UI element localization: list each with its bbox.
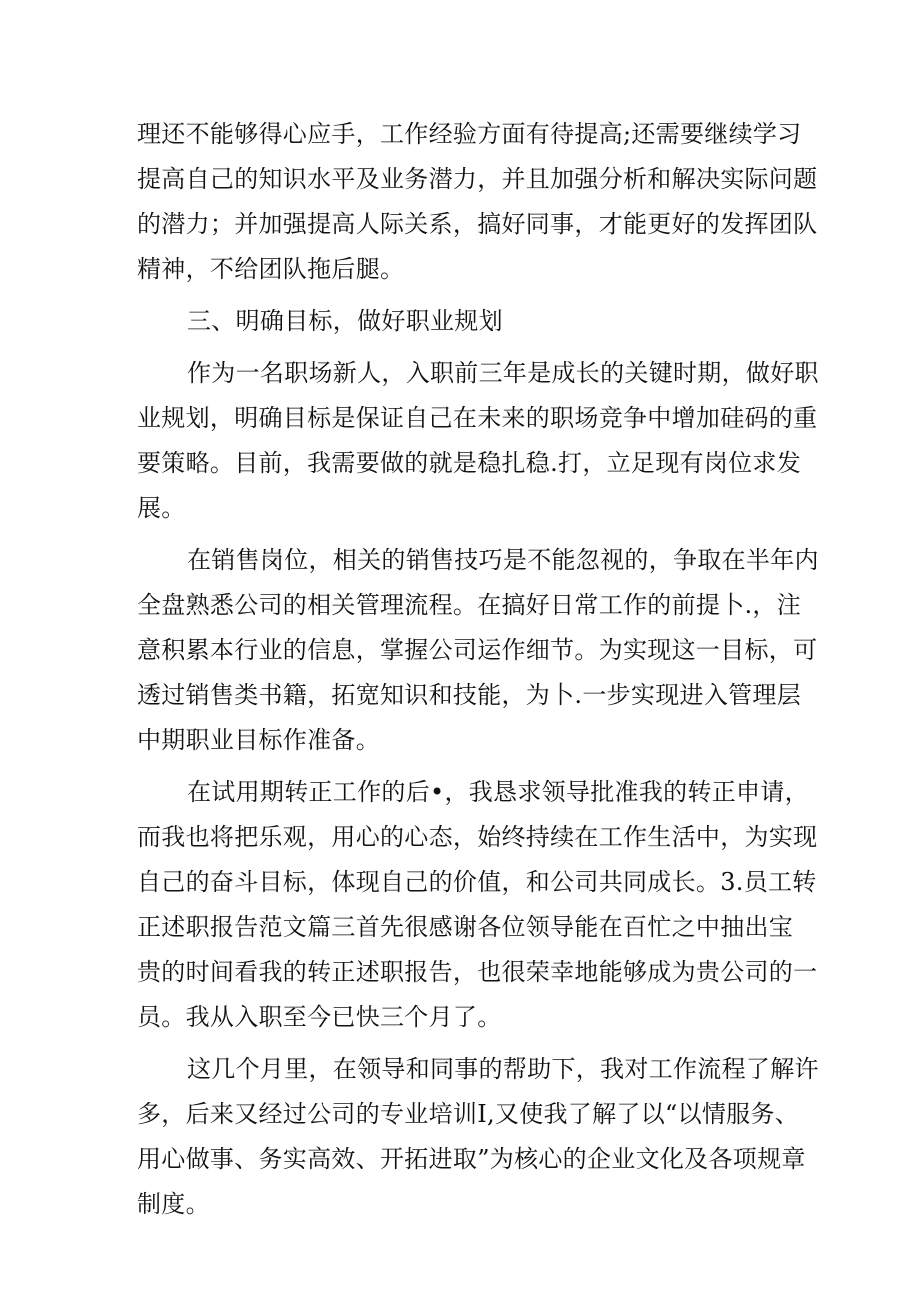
text-line: 用心做事、务实高效、开拓进取”为核心的企业文化及各项规章: [137, 1145, 806, 1173]
text-line: 业规划，明确目标是保证自己在未来的职场竞争中增加硅码的重: [137, 404, 818, 432]
text-line: 意积累本行业的信息，掌握公司运作细节。为实现这一目标，可: [137, 636, 818, 664]
text-line: 制度。: [137, 1190, 210, 1218]
text-line: 正述职报告范文篇三首先很感谢各位领导能在百忙之中抽出宝: [137, 913, 794, 941]
paragraph-3: [137, 538, 819, 763]
paragraph-1: [137, 112, 818, 292]
text-line: 这几个月里，在领导和同事的帮助下，我对工作流程了解许: [187, 1055, 819, 1083]
text-line: 展。: [137, 494, 186, 522]
text-line: 理还不能够得心应手，工作经验方面有待提高;还需要继续学习: [137, 120, 802, 148]
paragraph-5: [137, 1047, 819, 1227]
text-line: 多，后来又经过公司的专业培训I,又使我了解了以“以情服务、: [137, 1100, 800, 1128]
text-line: 在试用期转正工作的后•，我恳求领导批准我的转正申请，: [187, 778, 809, 806]
text-line: 作为一名职场新人，入职前三年是成长的关键时期，做好职: [187, 359, 819, 387]
text-line: 全盘熟悉公司的相关管理流程。在搞好日常工作的前提卜.，注: [137, 591, 802, 619]
text-line: 自己的奋斗目标，体现自己的价值，和公司共同成长。3.员工转: [137, 868, 817, 896]
paragraph-2: [137, 351, 819, 531]
heading-line: 三、明确目标，做好职业规划: [187, 307, 503, 335]
text-line: 在销售岗位，相关的销售技巧是不能忽视的，争取在半年内: [187, 546, 819, 574]
text-line: 员。我从入职至今已快三个月了。: [137, 1003, 502, 1031]
text-line: 要策略。目前，我需要做的就是稳扎稳.打，立足现有岗位求发: [137, 449, 802, 477]
section-heading-3: [137, 299, 787, 344]
text-line: 精神，不给团队拖后腿。: [137, 255, 405, 283]
document-body: [137, 112, 819, 1227]
text-line: 透过销售类书籍，拓宽知识和技能，为卜.一步实现进入管理层: [137, 681, 802, 709]
text-line: 贵的时间看我的转正述职报告，也很荣幸地能够成为贵公司的一: [137, 958, 818, 986]
text-line: 的潜力；并加强提高人际关系，搞好同事，才能更好的发挥团队: [137, 210, 818, 238]
paragraph-4: [137, 770, 818, 1040]
text-line: 而我也将把乐观，用心的心态，始终持续在工作生活中，为实现: [137, 823, 818, 851]
text-line: 中期职业目标作准备。: [137, 726, 380, 754]
text-line: 提高自己的知识水平及业务潜力，并且加强分析和解决实际问题: [137, 165, 818, 193]
